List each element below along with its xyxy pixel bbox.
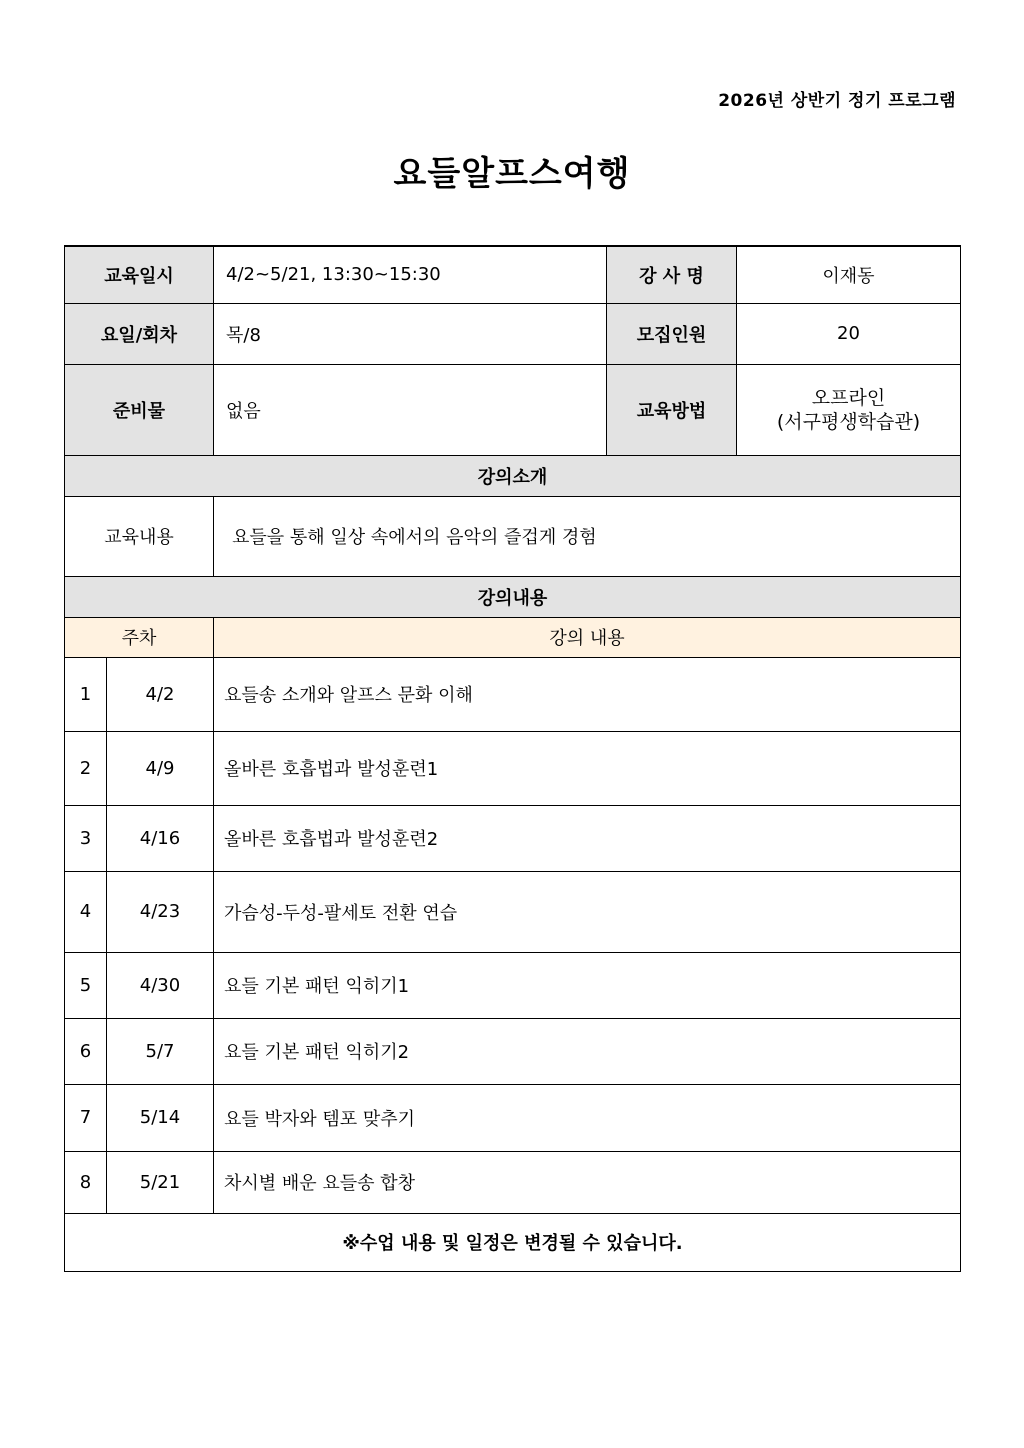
program-table — [64, 245, 961, 1272]
table-row — [65, 871, 961, 952]
row-content: 요들송 소개와 알프스 문화 이해 — [214, 657, 961, 731]
table-row — [65, 805, 961, 871]
materials-label: 준비물 — [65, 364, 214, 455]
row-content: 차시별 배운 요들송 합창 — [214, 1151, 961, 1213]
materials-value: 없음 — [214, 364, 607, 455]
row-number: 8 — [65, 1151, 107, 1213]
row-number: 6 — [65, 1018, 107, 1084]
table-row — [65, 1084, 961, 1151]
page-title: 요들알프스여행 — [393, 154, 631, 194]
row-date: 4/23 — [107, 871, 214, 952]
content-label: 교육내용 — [65, 496, 214, 576]
program-label: 2026년 상반기 정기 프로그램 — [718, 91, 956, 111]
method-label: 교육방법 — [607, 364, 737, 455]
intro-band: 강의소개 — [65, 455, 961, 496]
row-content: 올바른 호흡법과 발성훈련1 — [214, 731, 961, 805]
method-value-line2: (서구평생학습관) — [776, 410, 921, 433]
table-row — [65, 731, 961, 805]
row-number: 7 — [65, 1084, 107, 1151]
row-content: 요들 박자와 템포 맞추기 — [214, 1084, 961, 1151]
schedule-band: 강의내용 — [65, 576, 961, 617]
row-number: 2 — [65, 731, 107, 805]
row-number: 4 — [65, 871, 107, 952]
content-value: 요들을 통해 일상 속에서의 음악의 즐겁게 경험 — [214, 496, 961, 576]
method-value — [737, 364, 961, 455]
row-number: 3 — [65, 805, 107, 871]
row-content: 요들 기본 패턴 익히기2 — [214, 1018, 961, 1084]
week-header: 주차 — [65, 617, 214, 657]
row-content: 가슴성-두성-팔세토 전환 연습 — [214, 871, 961, 952]
row-date: 4/16 — [107, 805, 214, 871]
row-content: 올바른 호흡법과 발성훈련2 — [214, 805, 961, 871]
row-date: 5/14 — [107, 1084, 214, 1151]
table-row — [65, 1151, 961, 1213]
capacity-value: 20 — [737, 303, 961, 364]
row-date: 4/30 — [107, 952, 214, 1018]
row-date: 5/21 — [107, 1151, 214, 1213]
row-date: 4/9 — [107, 731, 214, 805]
row-date: 4/2 — [107, 657, 214, 731]
method-value-line1: 오프라인 — [811, 386, 886, 409]
content-header: 강의 내용 — [214, 617, 961, 657]
table-row — [65, 657, 961, 731]
day-value: 목/8 — [214, 303, 607, 364]
capacity-label: 모집인원 — [607, 303, 737, 364]
schedule-notice: ※수업 내용 및 일정은 변경될 수 있습니다. — [65, 1213, 961, 1271]
date-value: 4/2~5/21, 13:30~15:30 — [214, 246, 607, 303]
date-label: 교육일시 — [65, 246, 214, 303]
row-number: 1 — [65, 657, 107, 731]
table-row — [65, 952, 961, 1018]
instructor-label: 강 사 명 — [607, 246, 737, 303]
instructor-value: 이재동 — [737, 246, 961, 303]
table-row — [65, 1018, 961, 1084]
day-label: 요일/회차 — [65, 303, 214, 364]
row-number: 5 — [65, 952, 107, 1018]
row-date: 5/7 — [107, 1018, 214, 1084]
row-content: 요들 기본 패턴 익히기1 — [214, 952, 961, 1018]
